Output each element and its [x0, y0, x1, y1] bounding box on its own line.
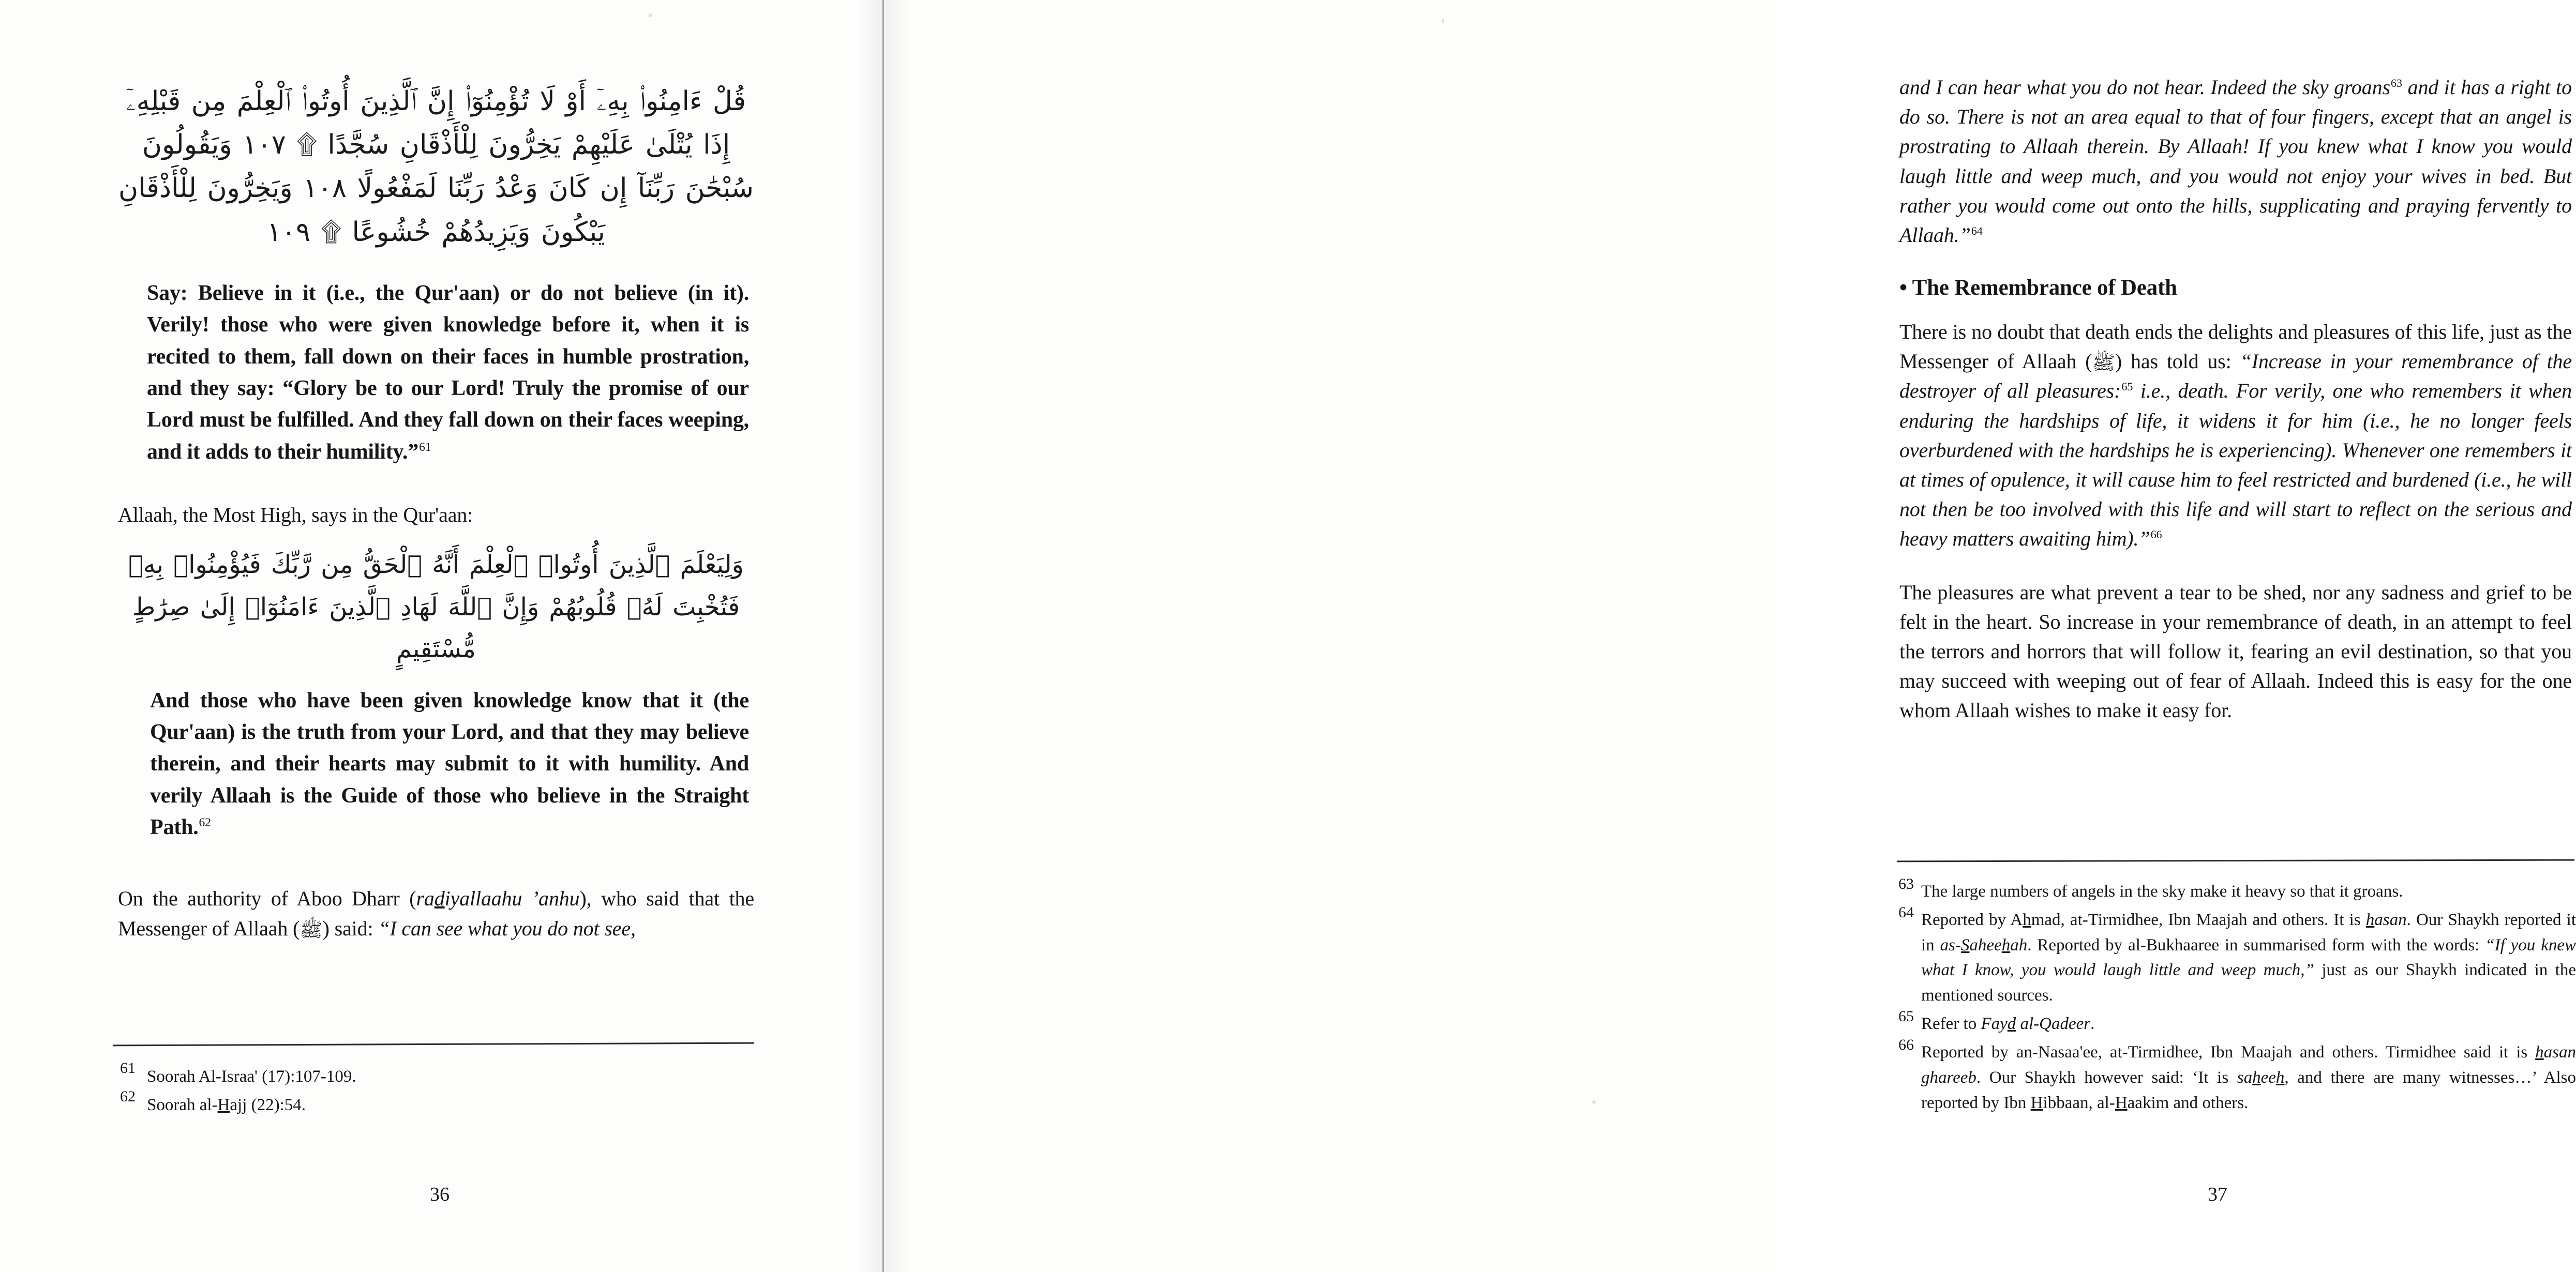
- quran-passage-al-israa: قُلْ ءَامِنُوا۟ بِهِۦٓ أَوْ لَا تُؤْمِنُوٓا۟ إِنَّ ٱلَّذِينَ أُوتُوا۟ ٱلْعِلْمَ مِن قَبْلِهِۦٓ إِذَا يُتْلَىٰ عَلَيْهِمْ يَخِرُّونَ لِلْأَذْقَانِ سُجَّدًا ۩ ١٠٧ وَيَقُولُونَ سُبْحَٰنَ رَبِّنَآ إِن كَانَ وَعْدُ رَبِّنَا لَمَفْعُولًا ١٠٨ وَيَخِرُّونَ لِلْأَذْقَانِ يَبْكُونَ وَيَزِيدُهُمْ خُشُوعًا ۩ ١٠٩: [118, 86, 754, 248]
- page-right-text-column: [1899, 72, 2572, 725]
- translation-al-israa: [118, 278, 754, 468]
- footnote-64: [1898, 903, 2576, 1008]
- footnotes-right: [1898, 875, 2576, 1118]
- spacer: [118, 468, 754, 500]
- page-right: [886, 0, 2576, 1272]
- narration-aboo-dharr: [118, 884, 754, 943]
- page-left-text-column: [118, 78, 754, 943]
- paragraph-remembrance-seg-2: ) has told us:: [2115, 350, 2240, 373]
- page-left: [0, 0, 882, 1272]
- footnote-65-al-qadeer: al-Qadeer: [2016, 1014, 2091, 1034]
- paragraph-remembrance: [1899, 317, 2572, 554]
- footnote-ref-61[interactable]: 61: [419, 440, 431, 454]
- page-number-36: 36: [430, 1184, 450, 1205]
- footnote-64-number: 64: [1898, 903, 1914, 921]
- spacer: [118, 671, 754, 685]
- spacer: [1899, 302, 2572, 317]
- hadith-continuation: [1899, 72, 2572, 250]
- footnote-62-number: 62: [120, 1087, 136, 1105]
- footnote-61: [120, 1059, 751, 1089]
- footnote-65-seg-2: .: [2090, 1014, 2095, 1034]
- narration-part-3: ) said:: [322, 916, 379, 940]
- footnote-62-text-a: Soorah al-: [147, 1095, 218, 1114]
- hadith-quote-start: “I can see what you do not see,: [378, 916, 636, 940]
- quran-intro-line: Allaah, the Most High, says in the Qur'aan:: [118, 503, 473, 526]
- quran-passage-al-hajj: وَلِيَعْلَمَ ٱلَّذِينَ أُوتُوا۟ ٱلْعِلْمَ أَنَّهُ ٱلْحَقُّ مِن رَّبِّكَ فَيُؤْمِنُوا۟ بِهِۦ فَتُخْبِتَ لَهُۥ قُلُوبُهُمْ وَإِنَّ ٱللَّهَ لَهَادِ ٱلَّذِينَ ءَامَنُوٓا۟ إِلَىٰ صِرَٰطٍ مُّسْتَقِيمٍ: [128, 550, 744, 664]
- footnote-61-text: Soorah Al-Israa' (17):107-109.: [147, 1067, 356, 1086]
- hadith-increase-remembrance-a: “Increase in your remembrance of the destroyer of all pleasures:: [1899, 350, 2572, 403]
- footnote-65-seg-1: Refer to: [1921, 1014, 1981, 1034]
- hadith-continuation-seg-2: and it has a right to do so. There is not an area equal to that of four fingers, except that an angel is prostrating to Allaah therein. By Allaah! If you knew what I know you would laugh little and weep much, and you would not enjoy your wives in bed. But rather you would come out onto the hills, supplicating and praying fervently to Allaah.”: [1899, 75, 2572, 247]
- footnote-66-seg-2: . Our Shaykh however said: ‘It is: [1976, 1068, 2237, 1087]
- footnote-63-number: 63: [1898, 875, 1914, 892]
- footnote-62-haa-underlined: H: [217, 1095, 230, 1114]
- footnote-64-seg-4: . Reported by al-Bukhaaree in summarised form with the words:: [2027, 935, 2485, 955]
- sallallahu-alayhi-wasallam-icon: ﷺ: [2092, 352, 2115, 374]
- page-number-37: 37: [2208, 1184, 2227, 1205]
- footnote-64-haa-underlined: h: [2023, 910, 2031, 929]
- footnote-65: [1898, 1008, 2576, 1037]
- footnote-ref-62[interactable]: 62: [199, 816, 211, 830]
- footnote-separator-right: [1897, 859, 2574, 862]
- footnote-64-seg-1: Reported by A: [1921, 910, 2023, 929]
- footnote-64-as: as-: [1940, 935, 1961, 955]
- footnote-ref-64[interactable]: 64: [1971, 224, 1983, 237]
- translation-al-hajj-text: And those who have been given knowledge know that it (the Qur'aan) is the truth from your Lord, and that they may believe therein, and their hearts may submit to it with humility. And verily Allaah is the Guide of those who believe in the Straight Path.: [150, 688, 749, 840]
- spacer: [1899, 250, 2572, 274]
- footnote-64-saheehah-haa: h: [2001, 935, 2011, 955]
- translation-al-israa-text: Say: Believe in it (i.e., the Qur'aan) or do not believe (in it). Verily! those who were given knowledge before it, when it is recited to them, fall down on their faces in humble prostration, and they say: “Glory be to our Lord! Truly the promise of our Lord must be fulfilled. And they fall down on their faces weeping, and it adds to their humility.”: [147, 281, 749, 464]
- footnote-65-fayd-dad: d: [2007, 1014, 2016, 1034]
- footnote-64-seg-5: just as our Shaykh indicated in the mentioned sources.: [1921, 961, 2576, 1005]
- footnote-64-seg-2: mad, at-Tirmidhee, Ibn Maajah and others. It is: [2031, 910, 2366, 929]
- honorific-radiyallaahu-b: iyallaahu ’anhu: [444, 887, 580, 911]
- footnote-62: [120, 1087, 751, 1118]
- narration-part-1: On the authority of Aboo Dharr (: [118, 887, 416, 911]
- narration-part-2: ), who said that the Messenger of Allaah (: [118, 887, 754, 940]
- footnote-66-seg-5: aakim and others.: [2127, 1093, 2249, 1112]
- spacer: [118, 254, 754, 278]
- footnote-64-saheehah-a: ahee: [1969, 935, 2002, 955]
- footnote-64-hasan-haa: h: [2365, 910, 2375, 929]
- footnote-66-seg-1: Reported by an-Nasaa'ee, at-Tirmidhee, Ibn Maajah and others. Tirmidhee said it is: [1921, 1042, 2536, 1062]
- footnote-65-number: 65: [1898, 1008, 1914, 1025]
- footnote-ref-63[interactable]: 63: [2390, 76, 2402, 89]
- footnote-ref-66[interactable]: 66: [2150, 528, 2162, 541]
- footnote-65-fayd-a: Fay: [1981, 1014, 2008, 1034]
- footnote-66-number: 66: [1898, 1036, 1914, 1053]
- hadith-continuation-seg-1: and I can hear what you do not hear. Indeed the sky groans: [1899, 75, 2390, 99]
- footnote-61-number: 61: [120, 1059, 136, 1077]
- footnote-64-bukhaaree-quote: “If you knew what I know, you would laugh little and weep much,”: [1921, 935, 2576, 980]
- footnote-separator-left: [113, 1042, 754, 1047]
- footnote-66-saheeh-haa-2: h: [2275, 1068, 2285, 1087]
- honorific-radiyallaahu-dad: d: [434, 887, 445, 911]
- footnote-66-saheeh-a: sa: [2237, 1068, 2253, 1087]
- honorific-radiyallaahu-a: ra: [416, 887, 435, 911]
- paragraph-pleasures: The pleasures are what prevent a tear to be shed, nor any sadness and grief to be felt in the heart. So increase in your remembrance of death, in an attempt to feel the terrors and horrors that will follow it, fearing an evil destination, so that you may succeed with weeping out of fear of Allaah. Indeed this is easy for the one whom Allaah wishes to make it easy for.: [1899, 580, 2572, 722]
- footnote-ref-65[interactable]: 65: [2121, 380, 2133, 393]
- footnote-66-hasan-haa: h: [2535, 1042, 2544, 1062]
- footnote-63: [1898, 875, 2576, 904]
- paragraph-remembrance-seg-1: There is no doubt that death ends the delights and pleasures of this life, just as the Messenger of Allaah (: [1899, 320, 2572, 373]
- footnote-66-hasan-ghareeb: asan ghareeb: [1921, 1042, 2576, 1087]
- footnotes-left: [120, 1059, 751, 1121]
- footnote-66-saheeh-b: ee: [2260, 1068, 2276, 1087]
- sallallahu-alayhi-wasallam-icon: ﷺ: [299, 918, 323, 941]
- footnote-66-seg-4: ibbaan, al-: [2043, 1093, 2115, 1112]
- footnote-64-saheehah-sad: S: [1960, 935, 1970, 955]
- spacer: [118, 529, 754, 544]
- footnote-62-text-b: ajj (22):54.: [230, 1095, 306, 1114]
- footnote-64-hasan: asan: [2374, 910, 2407, 929]
- footnote-66-hibbaan-haa: H: [2030, 1093, 2043, 1112]
- footnote-64-seg-3: . Our Shaykh reported it in: [1921, 910, 2576, 955]
- spacer: [118, 843, 754, 884]
- footnote-66-saheeh-haa-1: h: [2252, 1068, 2261, 1087]
- footnote-66-haakim-haa: H: [2115, 1093, 2128, 1112]
- section-heading-remembrance-of-death: • The Remembrance of Death: [1899, 276, 2177, 300]
- spacer: [1899, 554, 2572, 578]
- hadith-increase-remembrance-b: i.e., death. For verily, one who remembers it when enduring the hardships of life, it widens it for him (i.e., he no longer feels overburdened with the hardships he is experiencing). Whenever one remembers it at times of opulence, it will cause him to feel restricted and burdened (i.e., he will not then be too involved with this life and will start to reflect on the serious and heavy matters awaiting him).”: [1899, 379, 2572, 551]
- footnote-63-text: The large numbers of angels in the sky make it heavy so that it groans.: [1921, 882, 2403, 901]
- footnote-66: [1898, 1036, 2576, 1115]
- footnote-66-seg-3: , and there are many witnesses…’ Also reported by Ibn: [1921, 1068, 2576, 1112]
- translation-al-hajj: [118, 685, 754, 844]
- footnote-64-saheehah-b: ah: [2010, 935, 2028, 955]
